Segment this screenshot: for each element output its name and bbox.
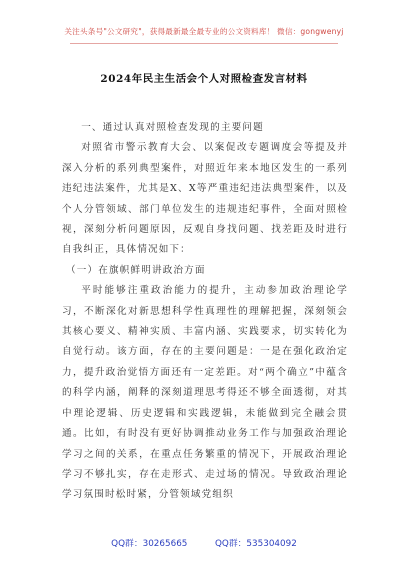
document-body [62, 118, 348, 506]
banner-divider [70, 43, 338, 44]
footer-qq-group-1: QQ群：30265665 [111, 539, 188, 549]
footer-qq-group-2: QQ群：535304092 [214, 539, 297, 549]
banner-text: 关注头条号"公文研究"，获得最新最全最专业的公文资料库！ 微信：gongwenyj [64, 27, 344, 36]
subsection-heading: （一）在旗帜鲜明讲政治方面 [66, 264, 206, 276]
intro-paragraph: 对照省市警示教育大会、以案促改专题调度会等提及并深入分析的系列典型案件，对照近年来本地区发生的一系列违纪违法案件，尤其是X、X等严重违纪违法典型案件，以及个人分管领域、部门单位发生的违规违纪事件，全面对照检视，深刻分析问题原因，反观自身找问题、找差距及时进行自我纠正，具体情况如下： [62, 142, 348, 256]
document-title: 2024年民主生活会个人对照检查发言材料 [100, 73, 308, 85]
footer-contact [0, 536, 408, 549]
body-paragraph: 平时能够注重政治能力的提升，主动参加政治理论学习，不断深化对新思想科学性真理性的理解把握，深刻领会其核心要义、精神实质、丰富内涵、实践要求，切实转化为自觉行动。该方面，存在的主要问题是：一是在强化政治定力，提升政治觉悟方面还有一定差距。对“两个确立”中蕴含的科学内涵，阐释的深刻道理思考得还不够全面透彻，对其中理论逻辑、历史逻辑和实践逻辑，未能做到完全融会贯通。比如，有时没有更好协调推动业务工作与加强政治理论学习之间的关系，在重点任务繁重的情况下，开展政治理论学习不够扎实，存在走形式、走过场的情况。导致政治理论学习氛围时松时紧，分管领域党组织 [62, 285, 348, 501]
section-heading: 一、通过认真对照检查发现的主要问题 [81, 122, 264, 133]
